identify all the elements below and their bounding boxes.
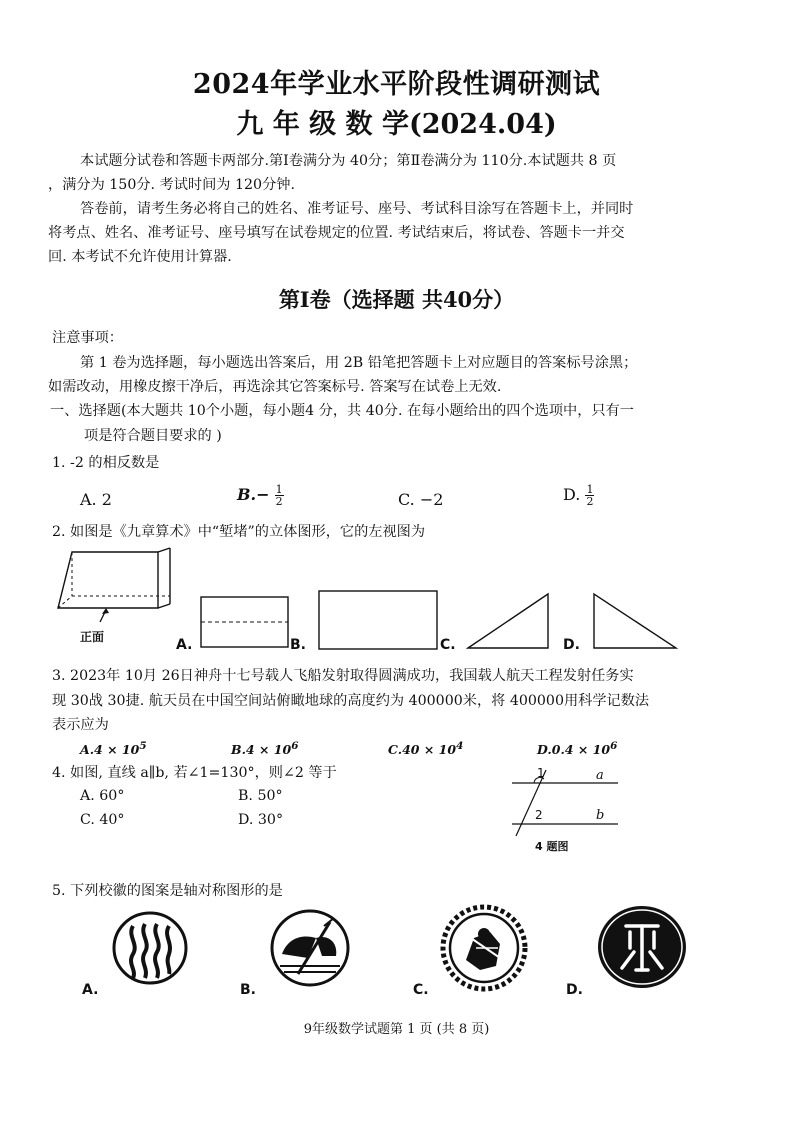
q4-stem: 4. 如图, 直线 a∥b, 若∠1=130°，则∠2 等于 [52, 765, 337, 781]
q1-option-b: B.− $\frac{1}{2}$ [237, 483, 283, 508]
q2-option-b-figure [318, 590, 440, 654]
part1-line-2: 项是符合题目要求的 ) [84, 428, 222, 444]
intro-line-1: 本试题分试卷和答题卡两部分.第Ⅰ卷满分为 40分；第Ⅱ卷满分为 110分.本试题共 8 页 [80, 153, 617, 169]
q5-badge-b [268, 908, 352, 988]
q4-option-a: A. 60° [80, 788, 125, 804]
q4-option-c: C. 40° [80, 812, 125, 828]
q4-figure-angle-2: 2 [535, 808, 543, 822]
q5-option-d: D. [566, 982, 583, 998]
q5-stem: 5. 下列校徽的图案是轴对称图形的是 [52, 883, 283, 899]
q2-option-c-figure [466, 592, 552, 652]
q1-option-c: C. −2 [398, 490, 444, 509]
q5-option-b: B. [240, 982, 256, 998]
page-footer: 9年级数学试题第 1 页 (共 8 页) [303, 1022, 490, 1037]
q4-figure-line-a: a [596, 768, 604, 783]
q4-figure-angle-1: 1 [537, 766, 545, 780]
q3-option-d: $D.0.4 \times 10^6$ [537, 740, 618, 758]
intro-line-4: 将考点、姓名、准考证号、座号填写在试卷规定的位置. 考试结束后，将试卷、答题卡一并交 [48, 225, 625, 241]
q4-figure [508, 768, 623, 838]
q4-figure-line-b: b [596, 808, 605, 823]
q3-option-a: $A.4 \times 10^5$ [80, 740, 147, 758]
q2-option-c: C. [440, 637, 456, 653]
q2-option-a-figure [200, 596, 290, 652]
q5-option-c: C. [413, 982, 429, 998]
notice-line-1: 第 1 卷为选择题，每小题选出答案后，用 2B 铅笔把答题卡上对应题目的答案标号涂黑； [80, 355, 638, 371]
q3-line-2: 现 30战 30捷. 航天员在中国空间站俯瞰地球的高度约为 400000米，将 400000用科学记数法 [52, 693, 650, 709]
q2-option-d: D. [563, 637, 580, 653]
intro-line-3: 答卷前，请考生务必将自己的姓名、准考证号、座号、考试科目涂写在答题卡上，并同时 [80, 201, 634, 217]
q5-badge-d [596, 904, 688, 990]
q3-line-3: 表示应为 [52, 717, 109, 733]
q1-option-d-fraction: $\frac{1}{2}$ [586, 483, 594, 508]
q5-option-a: A. [82, 982, 99, 998]
notice-label: 注意事项： [52, 330, 123, 346]
q2-option-a: A. [176, 637, 193, 653]
q4-option-b: B. 50° [238, 788, 283, 804]
q1-option-b-fraction: $\frac{1}{2}$ [275, 483, 283, 508]
q4-figure-caption: 4 题图 [535, 840, 569, 853]
page-title: 2024年学业水平阶段性调研测试 [192, 69, 601, 100]
q3-option-b: $B.4 \times 10^6$ [231, 740, 299, 758]
q1-option-a: A. 2 [80, 490, 112, 509]
q1-stem: 1. -2 的相反数是 [52, 455, 160, 471]
page-subtitle: 九 年 级 数 学(2024.04) [236, 109, 557, 140]
q2-option-d-figure [592, 592, 680, 652]
q2-option-b: B. [290, 637, 306, 653]
notice-line-2: 如需改动，用橡皮擦干净后，再选涂其它答案标号. 答案写在试卷上无效. [48, 379, 502, 395]
q2-stem: 2. 如图是《九章算术》中“堑堵”的立体图形，它的左视图为 [52, 524, 426, 540]
intro-line-5: 回. 本考试不允许使用计算器. [48, 249, 232, 265]
q5-badge-c [440, 904, 528, 992]
intro-line-2: ，满分为 150分. 考试时间为 120分钟. [48, 177, 295, 193]
section-title: 第Ⅰ卷（选择题 共40分） [278, 287, 515, 312]
part1-line-1: 一、选择题(本大题共 10个小题，每小题4 分，共 40分. 在每小题给出的四个选项中，只有一 [50, 403, 634, 419]
q4-option-d: D. 30° [238, 812, 284, 828]
q1-option-d: D. $\frac{1}{2}$ [563, 483, 594, 508]
q2-front-label: 正面 [80, 630, 105, 644]
q5-badge-a [111, 910, 191, 986]
q2-solid-figure [50, 546, 180, 646]
q3-line-1: 3. 2023年 10月 26日神舟十七号载人飞船发射取得圆满成功，我国载人航天工程发射任务实 [52, 668, 634, 684]
q3-option-c: $C.40 \times 10^4$ [388, 740, 464, 758]
